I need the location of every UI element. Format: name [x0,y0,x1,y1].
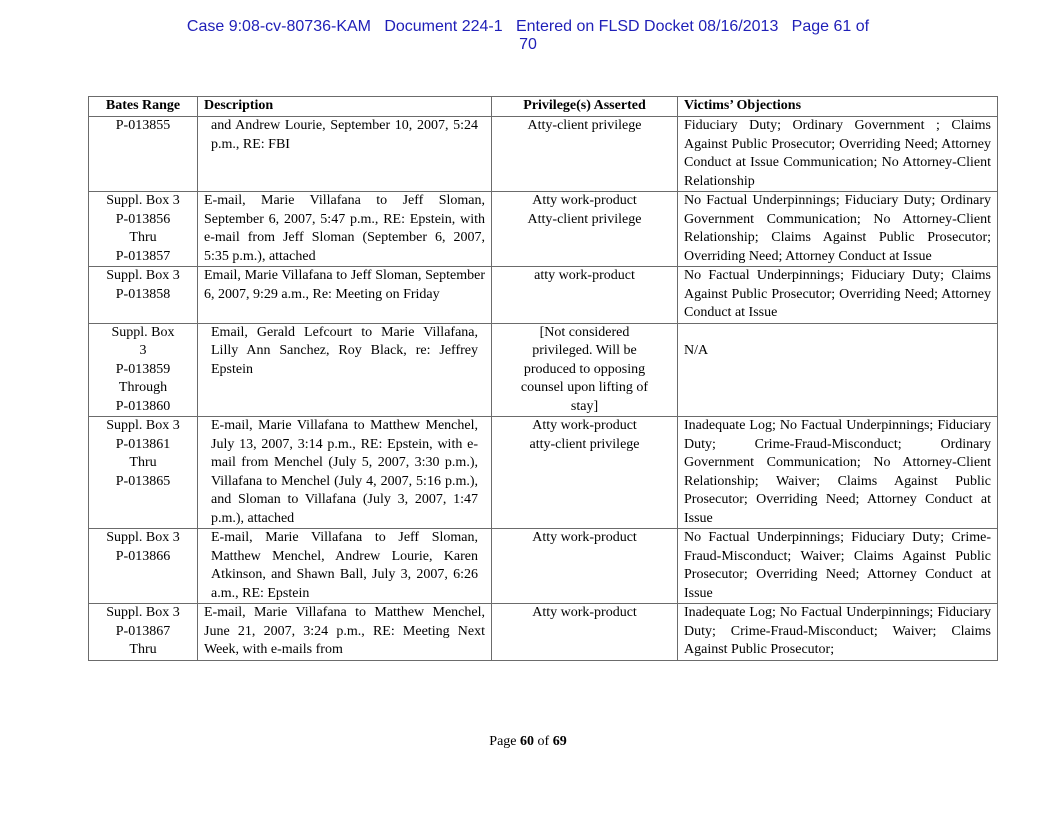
bates-line: Thru [129,230,157,245]
bates-range-cell [89,117,198,192]
bates-line: Suppl. Box [111,324,175,340]
bates-range-cell [89,417,198,529]
description-cell: E-mail, Marie Villafana to Matthew Menchel, July 13, 2007, 3:14 p.m., RE: Epstein, with e- mail from Menchel (July 5, 2007, 3:30 p.m.), Villafana to Menchel (July 4, 2007, 5:16 p.m.), and Sloman to Villafana (July 3, 2007, 1:47 p.m.), attached [198,417,492,529]
page-footer [0,734,1056,750]
privilege-line: Atty work-product [532,193,637,208]
bates-line: Suppl. Box 3 [106,530,180,545]
objections-cell: Inadequate Log; No Factual Underpinnings; Fiduciary Duty; Crime-Fraud-Misconduct; Waiver; Claims Against Public Prosecutor; [678,604,998,661]
privilege-cell [492,323,678,417]
privilege-line: Atty work-product [532,418,637,433]
bates-line: P-013858 [115,286,171,302]
privilege-line: produced to opposing [523,361,646,377]
bates-line: Suppl. Box 3 [106,605,180,620]
table-row [89,529,998,604]
table-row [89,323,998,417]
privilege-line: counsel upon lifting of [520,380,649,395]
bates-line: Thru [129,642,157,657]
privilege-line: Atty work-product [532,530,637,545]
column-header-privileges: Privilege(s) Asserted [492,97,678,117]
footer-total-pages: 69 [552,734,567,749]
table-row [89,417,998,529]
bates-line: Through [118,380,168,395]
bates-range-cell [89,604,198,661]
privilege-line: [Not considered [539,324,630,340]
bates-line: P-013861 [115,436,171,452]
bates-line: P-013867 [115,623,171,639]
table-row [89,267,998,324]
bates-line: P-013856 [115,211,171,227]
bates-range-cell [89,267,198,324]
privilege-cell [492,267,678,324]
privilege-cell [492,417,678,529]
objections-cell: Inadequate Log; No Factual Underpinnings; Fiduciary Duty; Crime-Fraud-Misconduct; Ordinary Government Communication; No Attorney-Client Relationship; Waiver; Claims Against Public Prosecutor; Overriding Need; Attorney Conduct at Issue [678,417,998,529]
privilege-line: privileged. Will be [532,343,637,358]
description-cell: E-mail, Marie Villafana to Jeff Sloman, Matthew Menchel, Andrew Lourie, Karen Atkinson, and Shawn Ball, July 3, 2007, 6:26 a.m., RE: Epstein [198,529,492,604]
footer-page-number: 60 [520,734,535,749]
bates-line: Suppl. Box 3 [106,268,180,283]
table-header-row [89,97,998,117]
privilege-line: stay] [570,398,599,414]
privilege-line: atty-client privilege [529,436,640,452]
column-header-bates-range: Bates Range [89,97,198,117]
footer-prefix: Page [489,734,521,749]
table-row [89,117,998,192]
privilege-line: Atty-client privilege [527,211,642,227]
privilege-cell [492,192,678,267]
footer-of: of [534,734,553,749]
description-cell: E-mail, Marie Villafana to Matthew Menchel, June 21, 2007, 3:24 p.m., RE: Meeting Next Week, with e-mails from [198,604,492,661]
description-cell: Email, Gerald Lefcourt to Marie Villafana, Lilly Ann Sanchez, Roy Black, re: Jeffrey Epstein [198,323,492,417]
privilege-cell [492,117,678,192]
bates-line: Suppl. Box 3 [106,418,180,433]
bates-range-cell [89,192,198,267]
bates-range-cell [89,323,198,417]
bates-line: P-013859 [115,361,171,377]
table-row [89,192,998,267]
bates-line: P-013865 [115,473,171,489]
objections-cell: N/A [678,323,998,417]
bates-line: P-013860 [115,398,171,414]
bates-range-cell [89,529,198,604]
objections-cell: No Factual Underpinnings; Fiduciary Duty; Ordinary Government Communication; No Attorney-Client Relationship; Claims Against Public Prosecutor; Overriding Need; Attorney Conduct at Issue [678,192,998,267]
objections-cell: Fiduciary Duty; Ordinary Government ; Claims Against Public Prosecutor; Overriding Need; Attorney Conduct at Issue Communication; No Attorney-Client Relationship [678,117,998,192]
description-cell: Email, Marie Villafana to Jeff Sloman, September 6, 2007, 9:29 a.m., Re: Meeting on Friday [198,267,492,324]
description-cell: E-mail, Marie Villafana to Jeff Sloman, September 6, 2007, 5:47 p.m., RE: Epstein, with e-mail from Jeff Sloman (September 6, 2007, 5:35 p.m.), attached [198,192,492,267]
description-cell: and Andrew Lourie, September 10, 2007, 5:24 p.m., RE: FBI [198,117,492,192]
bates-line: P-013855 [115,118,171,133]
docket-header-line-2: 70 [519,36,537,53]
bates-line: Thru [129,455,157,470]
bates-line: 3 [139,343,147,358]
privilege-cell [492,604,678,661]
privilege-line: atty work-product [534,268,635,283]
privilege-cell [492,529,678,604]
privilege-line: Atty work-product [532,605,637,620]
objections-cell: No Factual Underpinnings; Fiduciary Duty; Claims Against Public Prosecutor; Overriding Need; Attorney Conduct at Issue [678,267,998,324]
docket-header-line-1: Case 9:08-cv-80736-KAM Document 224-1 Entered on FLSD Docket 08/16/2013 Page 61 of [186,18,870,35]
bates-line: Suppl. Box 3 [106,193,180,208]
privilege-line: Atty-client privilege [527,118,642,133]
column-header-victims-objections: Victims’ Objections [678,97,998,117]
table-row [89,604,998,661]
docket-header [0,18,1056,54]
column-header-description: Description [198,97,492,117]
privilege-log-table [88,96,998,661]
bates-line: P-013857 [115,248,171,264]
bates-line: P-013866 [115,548,171,564]
objections-cell: No Factual Underpinnings; Fiduciary Duty; Crime-Fraud-Misconduct; Waiver; Claims Against Public Prosecutor; Overriding Need; Attorney Conduct at Issue [678,529,998,604]
